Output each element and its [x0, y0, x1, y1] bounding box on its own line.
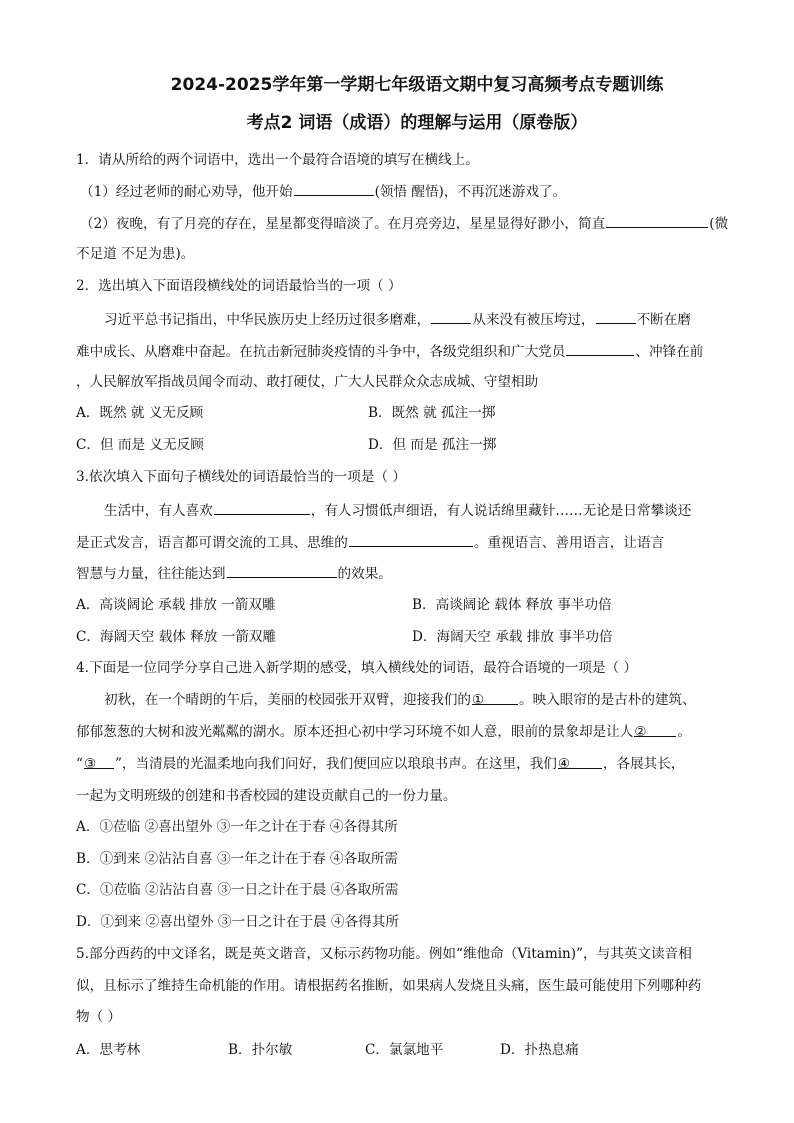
q1-stem: 1．请从所给的两个词语中，选出一个最符合语境的填写在横线上。 — [76, 152, 479, 168]
q3-passage-line-3 — [76, 563, 392, 584]
q2-p2-text-a: 难中成长、从磨难中奋起。在抗击新冠肺炎疫情的斗争中，各级党组织和广大党员 — [76, 344, 566, 360]
q2-p2-text-b: 、冲锋在前 — [635, 344, 704, 360]
q4-passage-line-4: 一起为文明班级的创建和书香校园的建设贡献自己的一份力量。 — [76, 788, 457, 804]
q4-p3-text-c: ，各展其长， — [602, 756, 685, 772]
q2-blank-1[interactable] — [431, 309, 471, 324]
q2-passage-line-3: ，人民解放军指战员闻令而动、敢打硬仗，广大人民群众众志成城、守望相助 — [76, 374, 539, 390]
q3-blank-1[interactable] — [214, 500, 310, 515]
q4-option-b[interactable]: B．①到来 ②沾沾自喜 ③一年之计在于春 ④各取所需 — [76, 851, 399, 867]
document-subtitle: 考点2 词语（成语）的理解与运用（原卷版） — [246, 113, 588, 133]
document-title: 2024-2025学年第一学期七年级语文期中复习高频考点专题训练 — [170, 75, 664, 95]
q4-p1-text-a: 初秋，在一个晴朗的午后，美丽的校园张开双臂，迎接我们的 — [104, 692, 472, 708]
q2-option-c[interactable]: C．但 而是 义无反顾 — [76, 437, 204, 453]
q2-stem: 2．选出填入下面语段横线处的词语最恰当的一项（ ） — [76, 278, 402, 294]
q3-option-b[interactable]: B．高谈阔论 载体 释放 事半功倍 — [412, 597, 612, 613]
q2-p1-text-c: 不断在磨 — [636, 312, 691, 328]
q1-blank-2[interactable] — [606, 213, 708, 228]
q5-stem-line-1: 5.部分西药的中文译名，既是英文谐音，又标示药物功能。例如“维他命（Vitamin)”，与其英文读音相 — [76, 946, 692, 962]
q5-option-c[interactable]: C．氯氯地平 — [365, 1042, 444, 1058]
q5-stem-line-2: 似，且标示了维持生命机能的作用。请根据药名推断，如果病人发烧且头痛，医生最可能使用下列哪种药 — [76, 978, 702, 994]
q1-sentence-1 — [80, 181, 566, 202]
q3-option-d[interactable]: D．海阔天空 承载 排放 事半功倍 — [412, 629, 613, 645]
q2-option-b[interactable]: B．既然 就 孤注一掷 — [368, 405, 496, 421]
q4-p3-text-b: ”，当清晨的光温柔地向我们问好，我们便回应以琅琅书声。在这里，我们 — [114, 756, 557, 772]
q4-option-c[interactable]: C．①莅临 ②沾沾自喜 ③一日之计在于晨 ④各取所需 — [76, 882, 399, 898]
q3-p3-text-b: 的效果。 — [337, 566, 392, 582]
q2-passage-line-1 — [104, 309, 691, 330]
q3-option-a[interactable]: A．高谈阔论 承载 排放 一箭双雕 — [76, 597, 276, 613]
q4-blank-2[interactable] — [634, 722, 676, 740]
q4-blank-1[interactable] — [472, 690, 518, 708]
q3-p2-text-b: 。重视语言、善用语言，让语言 — [473, 535, 665, 551]
q4-option-d[interactable]: D．①到来 ②喜出望外 ③一日之计在于晨 ④各得其所 — [76, 914, 399, 930]
q3-passage-line-2 — [76, 532, 664, 553]
q4-passage-line-1 — [104, 690, 696, 710]
q4-p2-text-b: 。 — [677, 724, 691, 740]
q1-s1-text-b: (领悟 醒悟)，不再沉迷游戏了。 — [374, 184, 567, 200]
q4-p3-text-a: “ — [76, 756, 83, 772]
q4-blank-4[interactable] — [557, 754, 602, 772]
q1-sentence-2 — [80, 213, 728, 234]
q4-blank-3[interactable] — [83, 754, 114, 772]
q4-marker-4: ④ — [557, 756, 571, 772]
q3-stem: 3.依次填入下面句子横线处的词语最恰当的一项是（ ） — [76, 469, 406, 485]
q1-s2-continued: 不足道 不足为患)。 — [76, 246, 195, 262]
q4-marker-2: ② — [634, 724, 647, 740]
q4-p2-text-a: 郁郁葱葱的大树和波光粼粼的湖水。原本还担心初中学习环境不如人意，眼前的景象却是让人 — [76, 724, 634, 740]
q3-option-c[interactable]: C．海阔天空 载体 释放 一箭双雕 — [76, 629, 277, 645]
q4-passage-line-3 — [76, 754, 684, 774]
q4-passage-line-2 — [76, 722, 691, 742]
q2-p1-text-b: 从来没有被压垮过， — [472, 312, 595, 328]
q2-blank-3[interactable] — [566, 341, 634, 356]
q3-p1-text-b: ，有人习惯低声细语，有人说话绵里藏针……无论是日常攀谈还 — [310, 503, 692, 519]
q1-blank-1[interactable] — [294, 181, 374, 196]
q5-option-a[interactable]: A．思考林 — [76, 1042, 141, 1058]
q2-passage-line-2 — [76, 341, 703, 362]
q3-p2-text-a: 是正式发言，语言都可谓交流的工具、思维的 — [76, 535, 348, 551]
q4-option-a[interactable]: A．①莅临 ②喜出望外 ③一年之计在于春 ④各得其所 — [76, 819, 398, 835]
q4-marker-1: ① — [472, 692, 485, 708]
q4-stem: 4.下面是一位同学分享自己进入新学期的感受，填入横线处的词语，最符合语境的一项是（ ） — [76, 660, 638, 676]
q3-blank-3[interactable] — [227, 563, 337, 578]
q3-passage-line-1 — [104, 500, 691, 521]
q5-option-b[interactable]: B．扑尔敏 — [228, 1042, 293, 1058]
q5-stem-line-3: 物（ ） — [76, 1009, 122, 1025]
q1-s1-text-a: （1）经过老师的耐心劝导，他开始 — [80, 184, 293, 200]
q2-blank-2[interactable] — [596, 309, 636, 324]
q3-p3-text-a: 智慧与力量，往往能达到 — [76, 566, 226, 582]
q4-p1-text-b: 。映入眼帘的是古朴的建筑、 — [519, 692, 696, 708]
q5-option-d[interactable]: D．扑热息痛 — [500, 1042, 579, 1058]
q1-s2-text-a: （2）夜晚，有了月亮的存在，星星都变得暗淡了。在月亮旁边，星星显得好渺小，简直 — [80, 216, 606, 232]
q2-option-a[interactable]: A．既然 就 义无反顾 — [76, 405, 204, 421]
q4-marker-3: ③ — [83, 756, 97, 772]
q2-option-d[interactable]: D．但 而是 孤注一掷 — [368, 437, 497, 453]
q1-s2-text-b: (微 — [709, 216, 729, 232]
q2-p1-text-a: 习近平总书记指出，中华民族历史上经历过很多磨难， — [104, 312, 431, 328]
q3-blank-2[interactable] — [349, 532, 473, 547]
q3-p1-text-a: 生活中，有人喜欢 — [104, 503, 213, 519]
